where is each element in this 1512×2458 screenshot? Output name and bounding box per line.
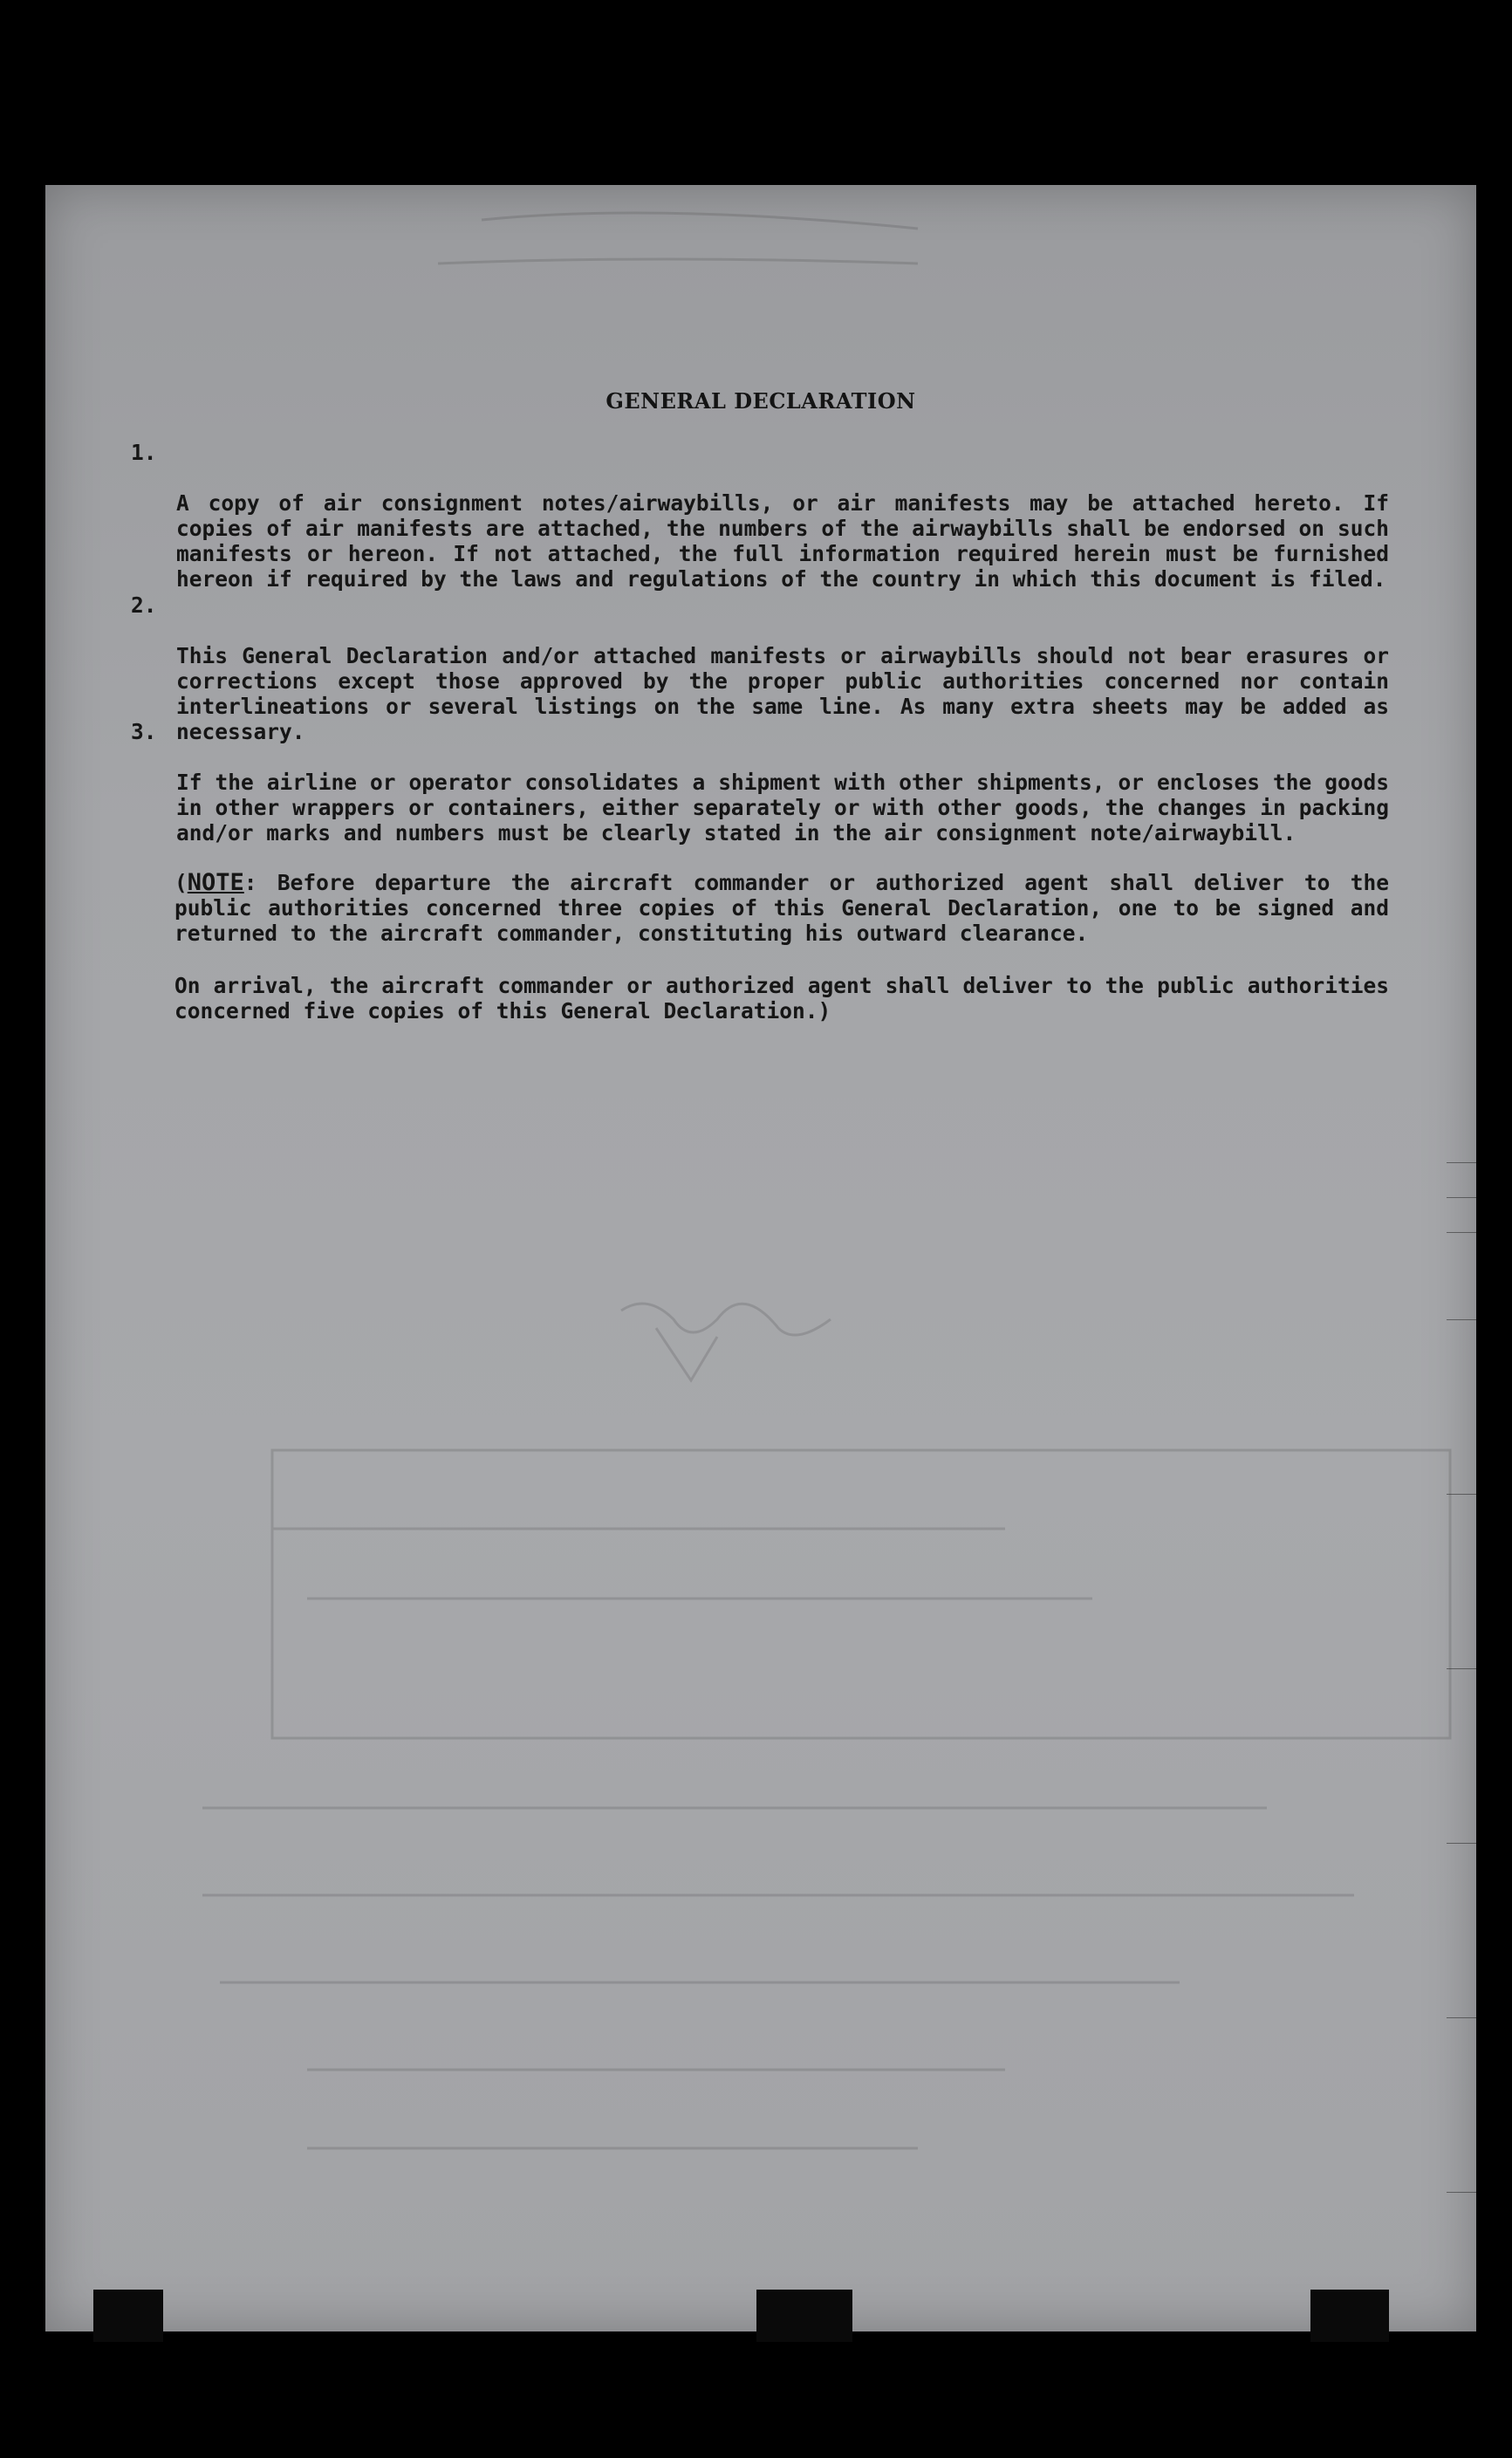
item-text: If the airline or operator consolidates a shipment with other shipments, or encloses the goods in other wrappers or containers, either separately or with other goods, the changes in packing and/or marks and numbers must be clearly stated in the air consignment note/airwaybill.	[176, 770, 1389, 846]
edge-rule	[1447, 1197, 1476, 1198]
edge-rule	[1447, 1319, 1476, 1320]
edge-rule	[1447, 2192, 1476, 2193]
page-title: GENERAL DECLARATION	[605, 388, 916, 414]
item-number: 2.	[131, 592, 157, 618]
edge-rule	[1447, 1668, 1476, 1669]
edge-rule	[1447, 1232, 1476, 1233]
note-text: : Before departure the aircraft commander or authorized agent shall deliver to the public authorities concerned three copies of this General Declaration, one to be signed and returned to the aircraft commander, constituting his outward clearance.	[174, 870, 1389, 946]
edge-rule	[1447, 1843, 1476, 1844]
document-page	[45, 185, 1476, 2331]
item-text: A copy of air consignment notes/airwaybills, or air manifests may be attached hereto. If copies of air manifests are attached, the numbers of the airwaybills shall be endorsed on such manifests or hereon. If not attached, the full information required herein must be furnished hereon if required by the laws and regulations of the country in which this document is filed.	[176, 490, 1389, 592]
binding-tab	[93, 2290, 163, 2342]
item-number: 3.	[131, 719, 157, 744]
declaration-item-3	[131, 719, 1389, 846]
binding-tab	[1310, 2290, 1389, 2342]
binding-tab	[756, 2290, 852, 2342]
item-text: This General Declaration and/or attached manifests or airwaybills should not bear erasures or corrections except those approved by the proper public authorities concerned nor contain interlineations or several listings on the same line. As many extra sheets may be added as necessary.	[176, 643, 1389, 744]
edge-rule	[1447, 1494, 1476, 1495]
arrival-paragraph: On arrival, the aircraft commander or authorized agent shall deliver to the public authorities concerned five copies of this General Declaration.)	[174, 973, 1389, 1024]
note-label: NOTE	[187, 869, 244, 896]
note-paragraph: (NOTE: Before departure the aircraft commander or authorized agent shall deliver to the public authorities concerned three copies of this General Declaration, one to be signed and returned to the aircraft commander, constituting his outward clearance.	[174, 869, 1389, 946]
declaration-item-1	[131, 440, 1389, 592]
edge-rule	[1447, 1162, 1476, 1163]
edge-rule	[1447, 2017, 1476, 2018]
item-number: 1.	[131, 440, 157, 465]
